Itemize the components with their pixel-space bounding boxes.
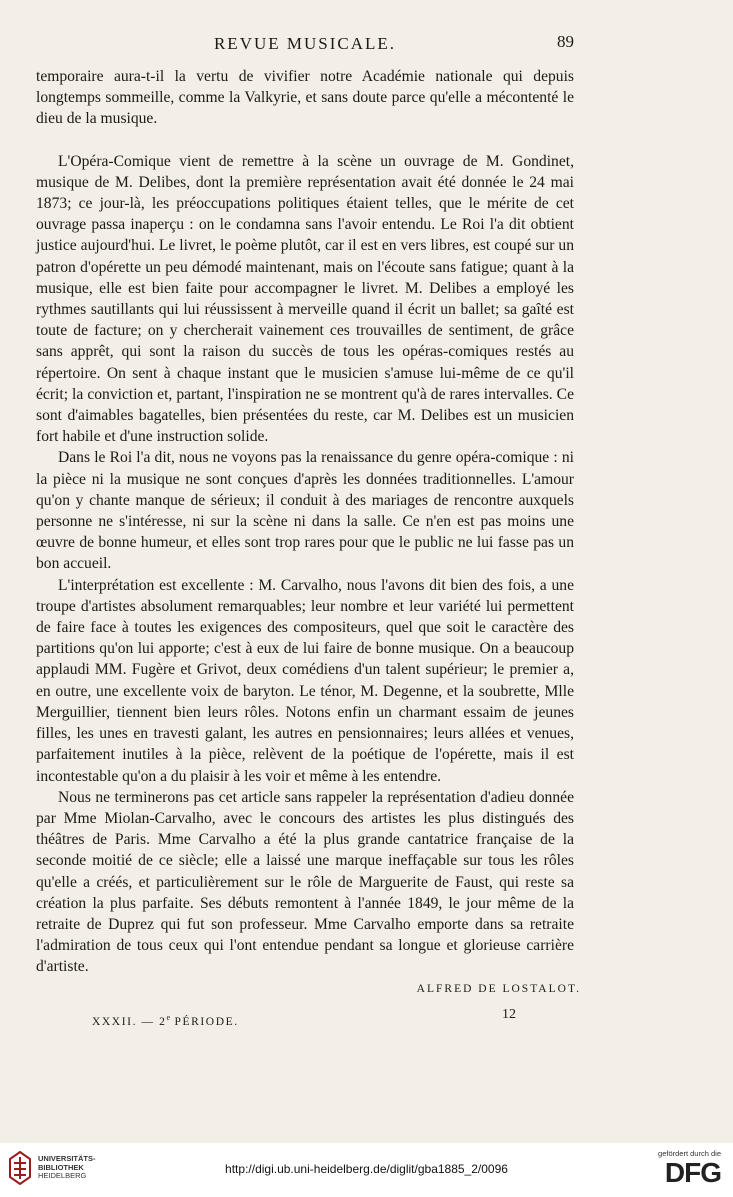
- library-name-line-1: UNIVERSITÄTS-: [38, 1154, 96, 1163]
- article-text: [36, 66, 574, 978]
- paragraph-2: L'Opéra-Comique vient de remettre à la scène un ouvrage de M. Gondinet, musique de M. Delibes, dont la première représentation avait été donnée le 24 mai 1873; ce jour-là, les préoccupations politiques étaient telles, que le mérite de cet ouvrage passa inaperçu : on le condamna sans l'avoir entendu. Le Roi l'a dit obtient justice aujourd'hui. Le livret, le poème plutôt, car il est en vers libres, est coupé sur un patron d'opérette un peu démodé maintenant, mais on l'écoute sans fatigue; quant à la musique, elle est bien faite pour accompagner le livret. M. Delibes a employé les rythmes sautillants qui lui réussissent à merveille quand il écrit un ballet; sa gaîté est toute de facture; on y chercherait vainement ces trouvailles de sentiment, de grâce sans apprêt, qui sont la raison du succès de tous les opéras-comiques restés au répertoire. On sent à chaque instant que le musicien s'amuse lui-même de ce qu'il écrit; la conviction et, partant, l'inspiration ne se montrent qu'à de rares intervalles. Ce sont d'aimables bagatelles, bien présentées du reste, car M. Delibes est un musicien fort habile et d'une instruction solide.: [36, 152, 574, 446]
- period-label: PÉRIODE.: [170, 1015, 239, 1028]
- running-title: REVUE MUSICALE.: [213, 34, 397, 53]
- volume-period-line: [92, 1013, 239, 1028]
- volume-label: XXXII. — 2: [92, 1015, 167, 1028]
- author-signature: ALFRED DE LOSTALOT.: [416, 983, 581, 995]
- paragraph-1: temporaire aura-t-il la vertu de vivifier notre Académie nationale qui depuis longtemps sommeille, comme la Valkyrie, et sans doute parce qu'elle a mécontenté le dieu de la musique.: [36, 68, 574, 128]
- running-head: [36, 32, 574, 56]
- funding-note: gefördert durch die: [658, 1149, 721, 1158]
- volume-superscript: e: [166, 1013, 171, 1022]
- library-name-line-3: HEIDELBERG: [38, 1171, 87, 1180]
- page-url-link[interactable]: http://digi.ub.uni-heidelberg.de/diglit/gba1885_2/0096: [225, 1162, 508, 1176]
- paragraph-5: Nous ne terminerons pas cet article sans rappeler la représentation d'adieu donnée par Mme Miolan-Carvalho, avec le concours des artistes les plus distingués des théâtres de Paris. Mme Carvalho a été la plus grande cantatrice française de la seconde moitié de ce siècle; elle a laissé une marque ineffaçable sur tous les rôles qu'elle a créés, et particulièrement sur le rôle de Marguerite de Faust, qui reste sa création la plus parfaite. Ses débuts remontent à l'année 1849, le jour même de la retraite de Duprez qui fut son professeur. Mme Carvalho emporte dans sa retraite l'admiration de tous ceux qui l'ont entendue pendant sa longue et glorieuse carrière d'artiste.: [36, 788, 574, 976]
- dfg-logo: DFG: [664, 1157, 721, 1188]
- signature-mark: 12: [502, 1007, 516, 1022]
- paragraph-4: L'interprétation est excellente : M. Carvalho, nous l'avons dit bien des fois, a une troupe d'artistes absolument remarquables; leur nombre et leur variété lui permettent de faire face à toutes les exigences des compositeurs, quel que soit le caractère des partitions qu'on lui apporte; c'est à eux de lui faire de bonne musique. On a beaucoup applaudi MM. Fugère et Grivot, deux comédiens d'un talent supérieur; le premier a, en outre, une excellente voix de baryton. Le ténor, M. Degenne, et la soubrette, Mlle Merguillier, tiennent bien leurs rôles. Notons enfin un charmant essaim de jeunes filles, les unes en travesti galant, les autres en pensionnaires; leurs allées et venues, parfaitement inutiles à la pièce, relèvent de la poétique de l'opérette, mais il est incontestable qu'on a du plaisir à les voir et même à les entendre.: [36, 576, 574, 785]
- paragraph-3: Dans le Roi l'a dit, nous ne voyons pas la renaissance du genre opéra-comique : ni la pièce ni la musique ne sont conçues d'après les données traditionnelles. L'amour qu'on y chante manque de sérieux; il conduit à des mariages de rencontre auxquels personne ne s'intéresse, ni sur la scène ni dans la salle. Ce n'en est pas moins une œuvre de bonne humeur, et elles sont trop rares pour que le public ne lui fasse pas un bon accueil.: [36, 449, 574, 573]
- library-name-line-2: BIBLIOTHEK: [38, 1162, 84, 1172]
- page-number: 89: [557, 32, 574, 51]
- viewer-footer-bar: [0, 1143, 733, 1197]
